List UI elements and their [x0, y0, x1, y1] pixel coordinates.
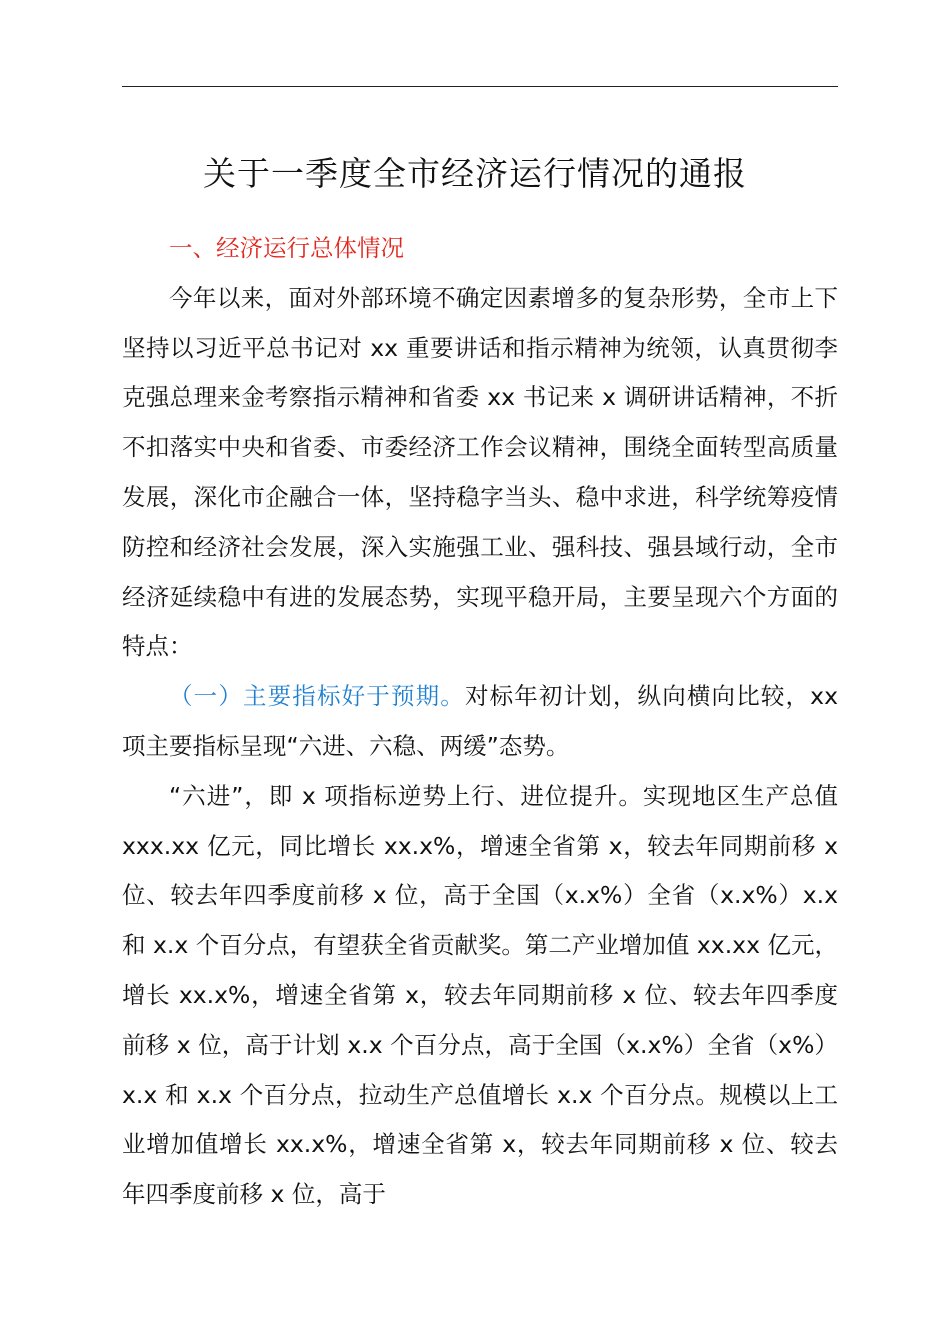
header-rule — [122, 86, 838, 87]
paragraph-intro: 今年以来，面对外部环境不确定因素增多的复杂形势，全市上下坚持以习近平总书记对 xx 重要讲话和指示精神为统领，认真贯彻李克强总理来金考察指示精神和省委 xx 书记来 x 调研讲话精神，不折不扣落实中央和省委、市委经济工作会议精神，围绕全面转型高质量发展，深化市企融合一体，坚持稳字当头、稳中求进，科学统筹疫情防控和经济社会发展，深入实施强工业、强科技、强县域行动，全市经济延续稳中有进的发展态势，实现平稳开局，主要呈现六个方面的特点： — [122, 283, 838, 661]
section-heading: 一、经济运行总体情况 — [169, 234, 404, 262]
paragraph-indicators — [122, 672, 838, 772]
document-title: 关于一季度全市经济运行情况的通报 — [203, 154, 747, 193]
paragraph-six-advances: “六进”，即 x 项指标逆势上行、进位提升。实现地区生产总值 xxx.xx 亿元，同比增长 xx.x%，增速全省第 x，较去年同期前移 x 位、较去年四季度前移 x 位，高于全国（x.x%）全省（x.x%）x.x 和 x.x 个百分点，有望获全省贡献奖。第二产业增加值 xx.xx 亿元，增长 xx.x%，增速全省第 x，较去年同期前移 x 位、较去年四季度前移 x 位，高于计划 x.x 个百分点，高于全国（x.x%）全省（x%）x.x 和 x.x 个百分点，拉动生产总值增长 x.x 个百分点。规模以上工业增加值增长 xx.x%，增速全省第 x，较去年同期前移 x 位、较去年四季度前移 x 位，高于 — [122, 781, 838, 1209]
paragraph-indicators-text: 对标年初计划，纵向横向比较，xx 项主要指标呈现“六进、六稳、两缓”态势。 — [122, 682, 838, 760]
sub-heading: （一）主要指标好于预期。 — [169, 682, 465, 711]
document-body — [122, 224, 838, 1220]
